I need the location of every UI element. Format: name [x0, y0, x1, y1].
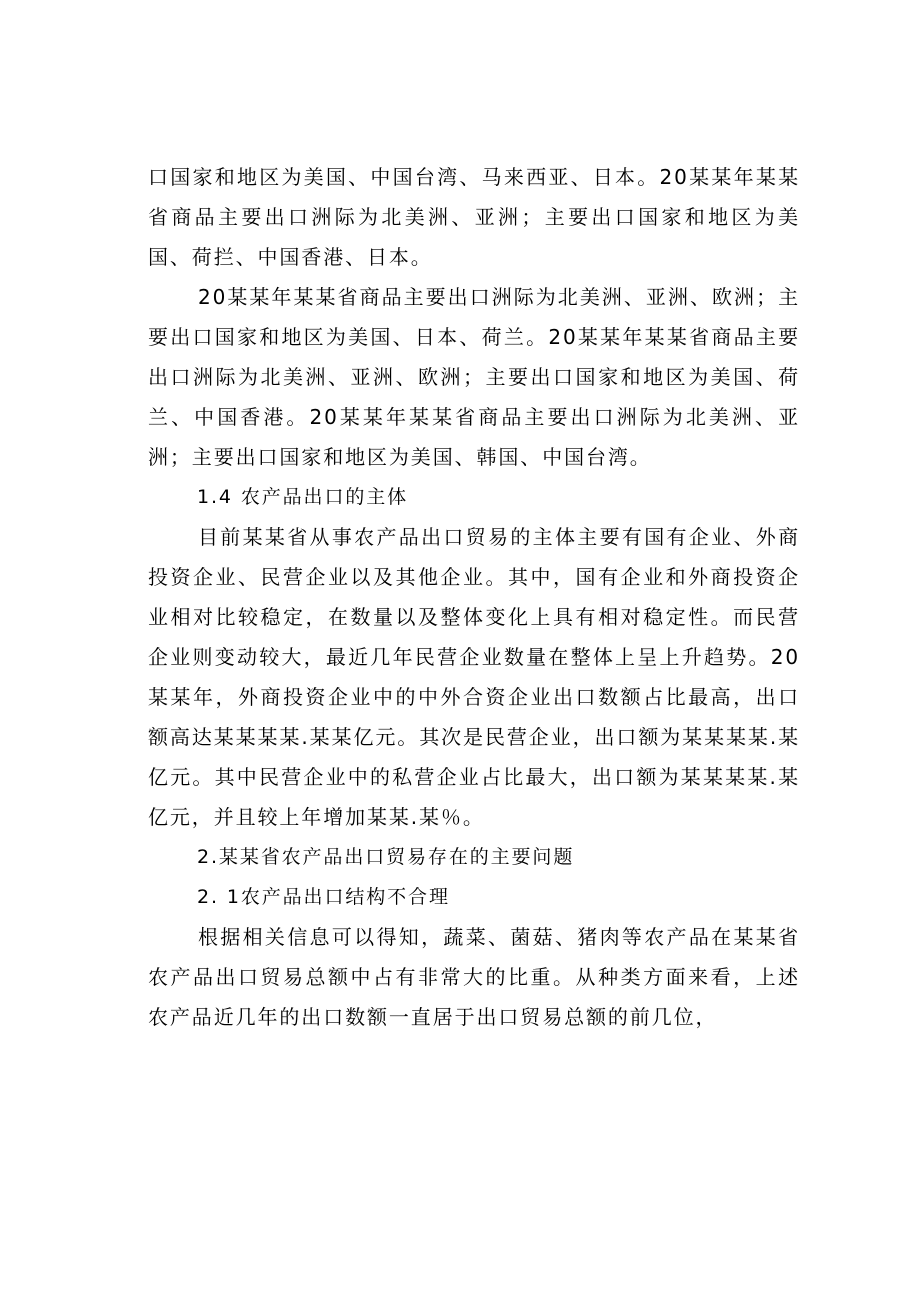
document-body — [148, 157, 800, 1037]
section-heading-2-1: 2. 1农产品出口结构不合理 — [197, 886, 450, 908]
section-heading-2: 2.某某省农产品出口贸易存在的主要问题 — [197, 846, 575, 868]
section-heading-1-4: 1.4 农产品出口的主体 — [197, 486, 409, 508]
paragraph-export-structure: 根据相关信息可以得知，蔬菜、菌菇、猪肉等农产品在某某省农产品出口贸易总额中占有非常大的比重。从种类方面来看，上述农产品近几年的出口数额一直居于出口贸易总额的前几位， — [148, 925, 800, 1029]
paragraph-export-destinations: 20某某年某某省商品主要出口洲际为北美洲、亚洲、欧洲；主要出口国家和地区为美国、日本、荷兰。20某某年某某省商品主要出口洲际为北美洲、亚洲、欧洲；主要出口国家和地区为美国、荷兰、中国香港。20某某年某某省商品主要出口洲际为北美洲、亚洲；主要出口国家和地区为美国、韩国、中国台湾。 — [148, 285, 800, 469]
paragraph-export-destinations-continued: 口国家和地区为美国、中国台湾、马来西亚、日本。20某某年某某省商品主要出口洲际为北美洲、亚洲；主要出口国家和地区为美国、荷拦、中国香港、日本。 — [148, 165, 800, 269]
paragraph-export-entities: 目前某某省从事农产品出口贸易的主体主要有国有企业、外商投资企业、民营企业以及其他企业。其中，国有企业和外商投资企业相对比较稳定，在数量以及整体变化上具有相对稳定性。而民营企业则变动较大，最近几年民营企业数量在整体上呈上升趋势。20某某年，外商投资企业中的中外合资企业出口数额占比最高，出口额高达某某某某.某某亿元。其次是民营企业，出口额为某某某某.某亿元。其中民营企业中的私营企业占比最大，出口额为某某某某.某亿元，并且较上年增加某某.某％。 — [148, 525, 800, 829]
